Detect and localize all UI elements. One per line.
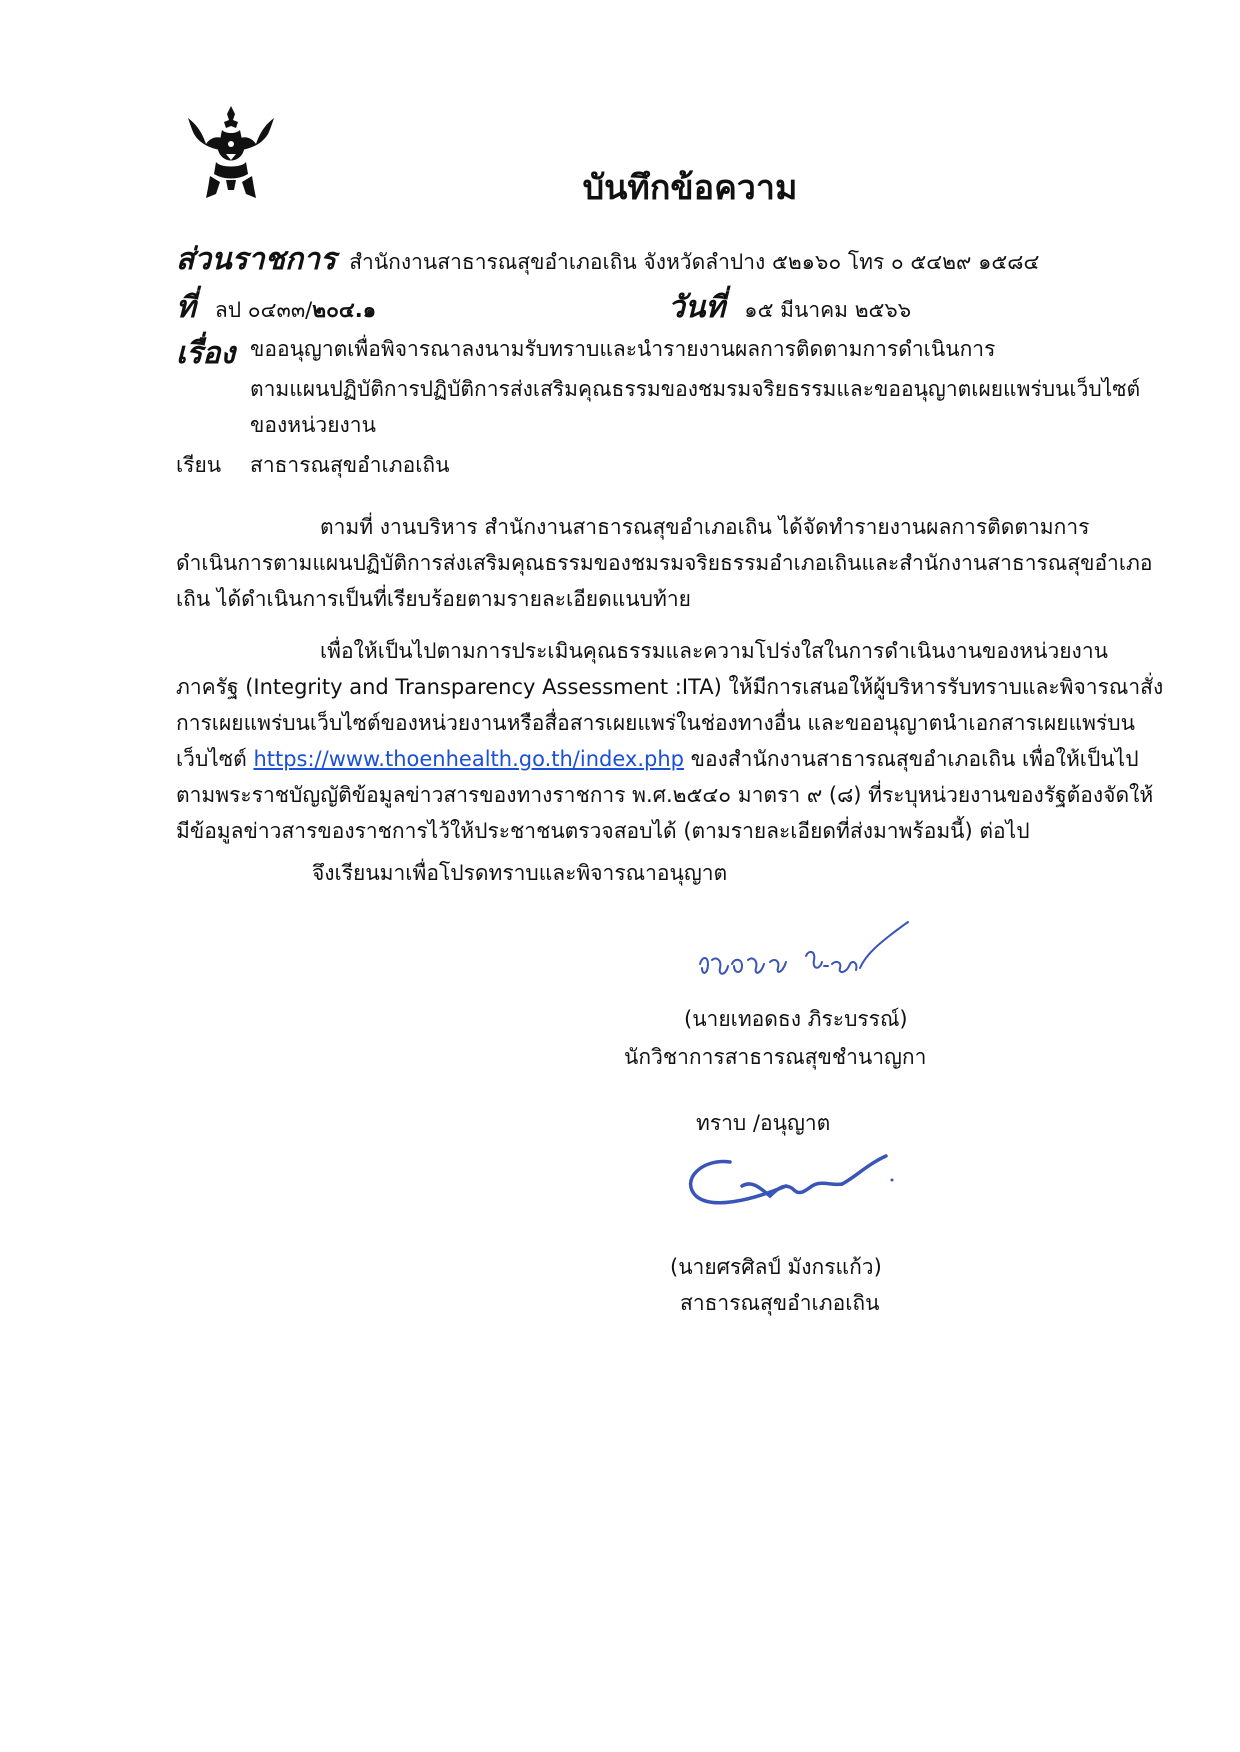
- closing-line: จึงเรียนมาเพื่อโปรดทราบและพิจารณาอนุญาต: [312, 861, 728, 885]
- signer-2-title: สาธารณสุขอำเภอเถิน: [680, 1291, 880, 1315]
- signer-1-title: นักวิชาการสาธารณสุขชำนาญกา: [624, 1045, 927, 1069]
- signature-1-image: [694, 920, 914, 1000]
- paragraph-1-line: ตามที่ งานบริหาร สำนักงานสาธารณสุขอำเภอเถิน ได้จัดทำรายงานผลการติดตามการ: [320, 515, 1090, 539]
- signature-2-image: [682, 1150, 902, 1220]
- to-label: เรียน: [176, 453, 222, 477]
- paragraph-2-line: มีข้อมูลข่าวสารของราชการไว้ให้ประชาชนตรวจสอบได้ (ตามรายละเอียดที่ส่งมาพร้อมนี้) ต่อไป: [176, 819, 1030, 843]
- date-label: วันที่: [668, 290, 726, 325]
- reference-label: ที่: [176, 290, 196, 325]
- reference-prefix: ลป ๐๔๓๓/: [214, 298, 313, 322]
- signer-1-name: (นายเทอดธง ภิระบรรณ์): [684, 1007, 908, 1031]
- paragraph-2-line: ตามพระราชบัญญัติข้อมูลข่าวสารของทางราชการ พ.ศ.๒๕๔๐ มาตรา ๙ (๘) ที่ระบุหน่วยงานของรัฐต้องจัดให้: [176, 783, 1154, 807]
- document-title: บันทึกข้อความ: [582, 168, 798, 208]
- website-link[interactable]: https://www.thoenhealth.go.th/index.php: [253, 747, 684, 771]
- date-value: ๑๕ มีนาคม ๒๕๖๖: [744, 298, 912, 322]
- link-suffix: ของสำนักงานสาธารณสุขอำเภอเถิน เพื่อให้เป็นไป: [683, 747, 1139, 771]
- reference-row: [176, 284, 376, 331]
- paragraph-2-link-line: [176, 744, 1139, 774]
- approval-text: ทราบ /อนุญาต: [696, 1111, 831, 1135]
- subject-line: ตามแผนปฏิบัติการปฏิบัติการส่งเสริมคุณธรรมของชมรมจริยธรรมและขออนุญาตเผยแพร่บนเว็บไซต์: [250, 377, 1141, 401]
- subject-label-wrap: [176, 330, 235, 377]
- paragraph-2-line: การเผยแพร่บนเว็บไซต์ของหน่วยงานหรือสื่อสารเผยแพร่ในช่องทางอื่น และขออนุญาตนำเอกสารเผยแพร่บน: [176, 711, 1135, 735]
- signer-2-name: (นายศรศิลป์ มังกรแก้ว): [670, 1255, 882, 1279]
- subject-line: ขออนุญาตเพื่อพิจารณาลงนามรับทราบและนำรายงานผลการติดตามการดำเนินการ: [250, 337, 996, 361]
- subject-label: เรื่อง: [176, 336, 236, 371]
- paragraph-2-line: เพื่อให้เป็นไปตามการประเมินคุณธรรมและความโปร่งใสในการดำเนินงานของหน่วยงาน: [320, 639, 1108, 663]
- subject-line: ของหน่วยงาน: [250, 413, 376, 437]
- paragraph-1-line: เถิน ได้ดำเนินการเป็นที่เรียบร้อยตามรายละเอียดแนบท้าย: [176, 587, 691, 611]
- division-value: สำนักงานสาธารณสุขอำเภอเถิน จังหวัดลำปาง ๕๒๑๖๐ โทร ๐ ๕๔๒๙ ๑๕๘๔: [349, 250, 1040, 274]
- division-label: ส่วนราชการ: [176, 242, 337, 277]
- date-row: [668, 284, 911, 331]
- paragraph-1-line: ดำเนินการตามแผนปฏิบัติการส่งเสริมคุณธรรมของชมรมจริยธรรมอำเภอเถินและสำนักงานสาธารณสุขอำเภอ: [176, 551, 1153, 575]
- division-row: [176, 236, 1039, 283]
- to-value: สาธารณสุขอำเภอเถิน: [250, 453, 450, 477]
- paragraph-2-line: ภาครัฐ (Integrity and Transparency Assessment :ITA) ให้มีการเสนอให้ผู้บริหารรับทราบและพิจารณาสั่ง: [176, 675, 1164, 699]
- reference-number: ๒๐๔.๑: [312, 298, 377, 322]
- link-prefix: เว็บไซต์: [176, 747, 254, 771]
